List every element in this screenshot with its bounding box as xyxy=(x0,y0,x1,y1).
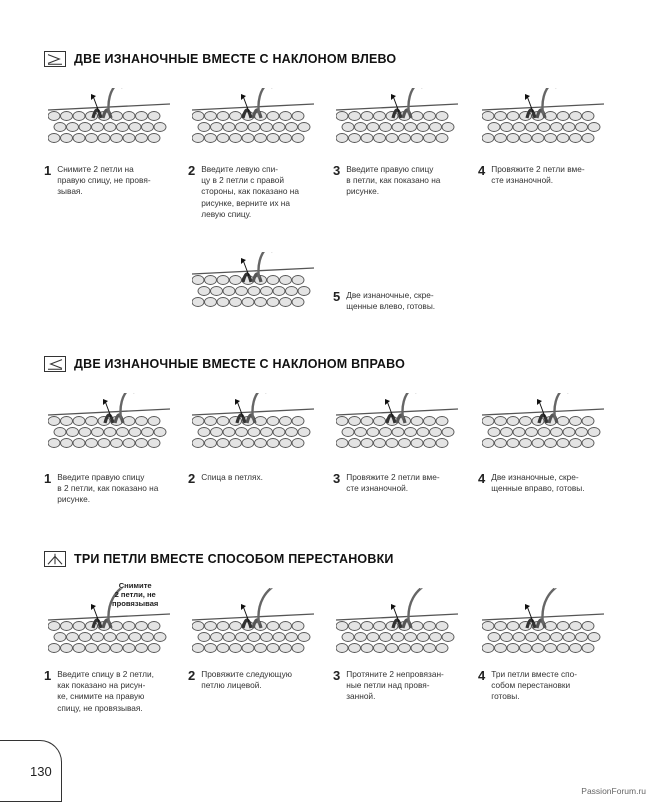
step-number: 2 xyxy=(188,163,196,178)
step xyxy=(188,472,263,485)
knitting-illustration-s3-2 xyxy=(192,588,314,660)
step xyxy=(478,669,577,703)
step-number: 2 xyxy=(188,471,196,486)
step-text: Провяжите 2 петли вме- сте изнаночной. xyxy=(491,164,585,186)
step xyxy=(333,669,444,703)
step xyxy=(44,472,158,506)
page-number: 130 xyxy=(30,764,52,779)
three-together-symbol-icon xyxy=(44,551,66,567)
step xyxy=(44,164,151,198)
knitting-illustration-s2-2 xyxy=(192,393,314,455)
step xyxy=(44,669,154,714)
knitting-illustration-s3-3 xyxy=(336,588,458,660)
step-text: Две изнаночные, скре- щенные вправо, готовы. xyxy=(491,472,585,494)
step xyxy=(333,164,440,198)
step xyxy=(188,669,292,691)
step-text: Введите правую спицу в петли, как показано на рисунке. xyxy=(346,164,441,197)
step-number: 1 xyxy=(44,668,52,683)
knitting-illustration-s1-5 xyxy=(192,252,314,314)
section-header-three xyxy=(44,551,394,567)
knitting-illustration-s1-1 xyxy=(48,88,170,150)
step-text: Провяжите следующую петлю лицевой. xyxy=(201,669,292,691)
step-number: 4 xyxy=(478,471,486,486)
step-number: 3 xyxy=(333,668,341,683)
knitting-illustration-s1-2 xyxy=(192,88,314,150)
step-text: Снимите 2 петли на правую спицу, не провя- зывая. xyxy=(57,164,151,197)
section-title: ДВЕ ИЗНАНОЧНЫЕ ВМЕСТЕ С НАКЛОНОМ ВЛЕВО xyxy=(74,52,397,66)
step xyxy=(478,472,585,494)
purl-two-together-left-symbol-icon xyxy=(44,51,66,67)
step xyxy=(478,164,585,186)
step-number: 2 xyxy=(188,668,196,683)
callout: Снимите 2 петли, не провязывая xyxy=(112,581,159,608)
step-number: 4 xyxy=(478,163,486,178)
step xyxy=(188,164,299,220)
step-number: 3 xyxy=(333,163,341,178)
step-text: Спица в петлях. xyxy=(201,472,263,482)
step-number: 3 xyxy=(333,471,341,486)
section-header-left xyxy=(44,51,396,67)
knitting-illustration-s2-3 xyxy=(336,393,458,455)
step xyxy=(333,290,435,312)
purl-two-together-right-symbol-icon xyxy=(44,356,66,372)
step-number: 4 xyxy=(478,668,486,683)
step-text: Протяните 2 непровязан- ные петли над провя- занной. xyxy=(346,669,444,702)
step-number: 5 xyxy=(333,289,341,304)
step xyxy=(333,472,440,494)
section-title: ТРИ ПЕТЛИ ВМЕСТЕ СПОСОБОМ ПЕРЕСТАНОВКИ xyxy=(74,552,394,566)
step-text: Введите левую спи- цу в 2 петли с правой стороны, как показано на рисунке, верните их на левую спицу. xyxy=(201,164,300,219)
knitting-illustration-s3-4 xyxy=(482,588,604,660)
step-text: Три петли вместе спо- собом перестановки готовы. xyxy=(491,669,578,702)
step-text: Введите правую спицу в 2 петли, как показано на рисунке. xyxy=(57,472,159,505)
knitting-illustration-s2-4 xyxy=(482,393,604,455)
section-title: ДВЕ ИЗНАНОЧНЫЕ ВМЕСТЕ С НАКЛОНОМ ВПРАВО xyxy=(74,357,405,371)
watermark: PassionForum.ru xyxy=(581,786,646,796)
knitting-illustration-s1-4 xyxy=(482,88,604,150)
knitting-illustration-s2-1 xyxy=(48,393,170,455)
step-text: Введите спицу в 2 петли, как показано на рисун- ке, снимите на правую спицу, не провязывая. xyxy=(57,669,154,713)
step-number: 1 xyxy=(44,471,52,486)
step-number: 1 xyxy=(44,163,52,178)
section-header-right xyxy=(44,356,405,372)
knitting-illustration-s1-3 xyxy=(336,88,458,150)
step-text: Две изнаночные, скре- щенные влево, готовы. xyxy=(346,290,436,312)
step-text: Провяжите 2 петли вме- сте изнаночной. xyxy=(346,472,440,494)
